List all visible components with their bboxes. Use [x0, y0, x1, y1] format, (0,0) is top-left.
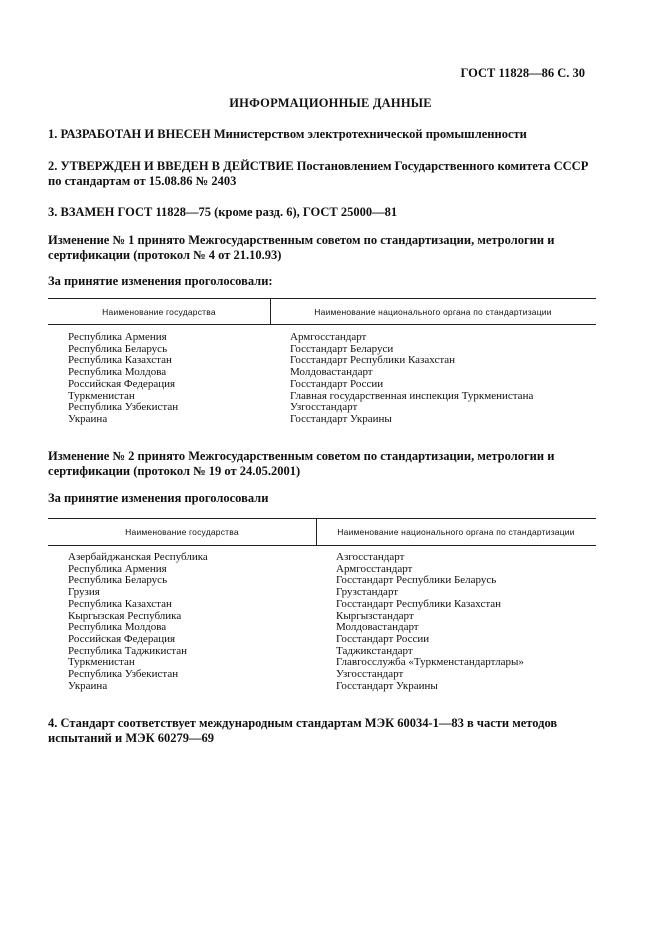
table-cell-state: Российская Федерация [68, 632, 176, 645]
table-rule-top [48, 298, 596, 299]
item-2-label: 2. УТВЕРЖДЕН И ВВЕДЕН В ДЕЙСТВИЕ [48, 159, 294, 173]
table-cell-body: Госстандарт Республики Беларусь [336, 574, 497, 587]
item-1-label: 1. РАЗРАБОТАН И ВНЕСЕН [48, 127, 211, 141]
table-column-states [68, 552, 208, 692]
table-cell-body: Молдовастандарт [290, 366, 373, 379]
section-title: ИНФОРМАЦИОННЫЕ ДАННЫЕ [229, 96, 432, 110]
page-header: ГОСТ 11828—86 С. 30 [460, 66, 585, 80]
table-cell-state: Кыргызская Республика [68, 609, 182, 622]
table-cell-state: Республика Казахстан [68, 354, 172, 367]
table-cell-body: Госстандарт России [336, 632, 430, 645]
table-header-body: Наименование национального органа по стандартизации [314, 307, 552, 317]
table-cell-body: Кыргызстандарт [336, 609, 414, 622]
table-rule-header [48, 545, 596, 546]
table-cell-body: Госстандарт Украины [290, 412, 392, 425]
table-header-body: Наименование национального органа по стандартизации [337, 527, 575, 537]
table-cell-body: Армгосстандарт [290, 331, 367, 343]
table-cell-state: Украина [68, 412, 108, 425]
table-cell-body: Азгосстандарт [336, 551, 405, 563]
table-cell-body: Госстандарт России [290, 377, 384, 390]
table-column-bodies [290, 332, 533, 426]
table-cell-body: Главная государственная инспекция Туркменистана [290, 389, 534, 402]
table-cell-state: Российская Федерация [68, 377, 176, 390]
table-cell-state: Грузия [68, 586, 100, 599]
table-header-state: Наименование государства [102, 307, 216, 317]
change-2-table [48, 518, 596, 698]
table-cell-state: Республика Армения [68, 331, 167, 343]
table-cell-body: Госстандарт Республики Казахстан [290, 354, 456, 367]
table-cell-state: Республика Узбекистан [68, 668, 179, 681]
item-1 [48, 127, 596, 142]
table-cell-body: Госстандарт Беларуси [290, 342, 394, 355]
table-cell-state: Республика Узбекистан [68, 401, 179, 414]
table-cell-body: Узгосстандарт [336, 668, 404, 681]
table-header-state: Наименование государства [125, 527, 239, 537]
table-cell-body: Госстандарт Республики Казахстан [336, 597, 502, 610]
change-2-text: Изменение № 2 принято Межгосударственным советом по стандартизации, метрологии и сертификации (протокол № 19 от 24.05.2001) [48, 449, 555, 478]
table-cell-body: Грузстандарт [336, 586, 399, 599]
change-1-text: Изменение № 1 принято Межгосударственным советом по стандартизации, метрологии и сертификации (протокол № 4 от 21.10.93) [48, 233, 555, 262]
table-cell-state: Азербайджанская Республика [68, 551, 208, 563]
table-rule-header [48, 324, 596, 325]
table-cell-body: Узгосстандарт [290, 401, 358, 414]
change-1-voted: За принятие изменения проголосовали: [48, 274, 273, 288]
change-2-voted: За принятие изменения проголосовали [48, 491, 269, 505]
table-column-states [68, 332, 178, 426]
item-2-text: Постановлением Государственного комитета СССР по стандартам от 15.08.86 № 2403 [48, 159, 589, 188]
table-cell-body: Госстандарт Украины [336, 679, 438, 692]
table-cell-state: Республика Беларусь [68, 574, 168, 587]
table-cell-state: Республика Таджикистан [68, 644, 187, 657]
change-1-table [48, 298, 596, 430]
table-cell-state: Туркменистан [68, 389, 135, 402]
item-1-text: Министерством электротехнической промышленности [210, 127, 527, 141]
table-cell-body: Армгосстандарт [336, 562, 413, 575]
table-cell-body: Молдовастандарт [336, 621, 419, 634]
table-cell-state: Украина [68, 679, 108, 692]
item-4: 4. Стандарт соответствует международным стандартам МЭК 60034-1—83 в части методов испытаний и МЭК 60279—69 [48, 716, 558, 745]
table-cell-state: Республика Молдова [68, 366, 167, 379]
table-cell-state: Республика Беларусь [68, 342, 168, 355]
table-cell-state: Республика Армения [68, 562, 167, 575]
table-rule-top [48, 518, 596, 519]
item-3: 3. ВЗАМЕН ГОСТ 11828—75 (кроме разд. 6), ГОСТ 25000—81 [48, 205, 398, 219]
table-column-bodies [336, 552, 524, 692]
table-cell-state: Туркменистан [68, 656, 135, 669]
table-cell-state: Республика Молдова [68, 621, 167, 634]
table-cell-state: Республика Казахстан [68, 597, 172, 610]
table-cell-body: Главгосслужба «Туркменстандартлары» [336, 656, 524, 669]
table-cell-body: Таджикстандарт [336, 644, 413, 657]
item-2 [48, 159, 596, 189]
